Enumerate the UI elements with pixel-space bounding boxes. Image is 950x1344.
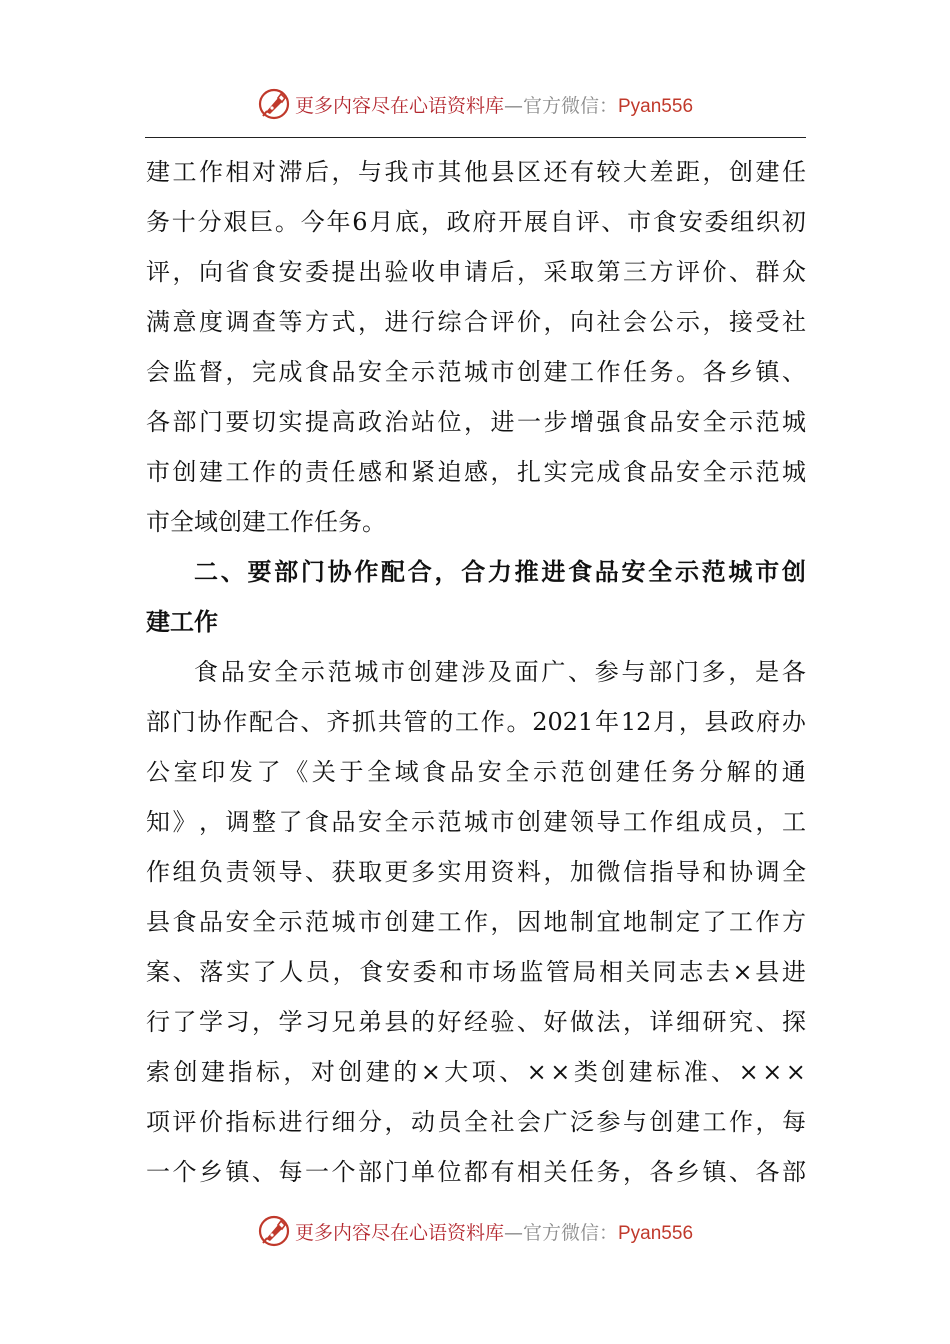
body-text-line: 一 个 乡 镇 、 每 一 个 部 门 单 位 都 有 相 关 任 务 ， 各 乡 镇 、 各 部 <box>146 1158 806 1186</box>
body-text-line: 市全域创建工作任务。 <box>146 508 386 536</box>
body-text-line: 索 创 建 指 标 ， 对 创 建 的 × 大 项 、 × × 类 创 建 标 准 、 × × × <box>146 1058 806 1086</box>
header-wechat-handle: Pyan556 <box>618 95 694 117</box>
body-text-line: 满 意 度 调 查 等 方 式 ， 进 行 综 合 评 价 ， 向 社 会 公 示 ， 接 受 社 <box>146 308 806 336</box>
header-separator: — <box>503 94 523 117</box>
body-text-line: 各 部 门 要 切 实 提 高 政 治 站 位 ， 进 一 步 增 强 食 品 安 全 示 范 城 <box>146 408 806 436</box>
pen-nib-logo-icon <box>257 1214 291 1248</box>
header-wechat-label: 官方微信： <box>522 94 618 117</box>
body-text-line: 建工作 <box>146 608 218 636</box>
header-banner-text <box>295 91 693 118</box>
header-brand-text: 更多内容尽在心语资料库 <box>294 94 504 117</box>
body-text-line: 建 工 作 相 对 滞 后 ， 与 我 市 其 他 县 区 还 有 较 大 差 距 ， 创 建 任 <box>146 158 806 186</box>
body-text-line: 行 了 学 习 ， 学 习 兄 弟 县 的 好 经 验 、 好 做 法 ， 详 细 研 究 、 探 <box>146 1008 806 1036</box>
footer-brand-text: 更多内容尽在心语资料库 <box>294 1221 504 1244</box>
footer-wechat-handle: Pyan556 <box>618 1222 694 1244</box>
footer-banner <box>0 1211 950 1251</box>
document-body <box>146 147 806 1197</box>
body-text-line: 会 监 督 ， 完 成 食 品 安 全 示 范 城 市 创 建 工 作 任 务 。 各 乡 镇 、 <box>146 358 806 386</box>
header-divider <box>145 137 806 138</box>
body-text-line: 二 、 要 部 门 协 作 配 合 ， 合 力 推 进 食 品 安 全 示 范 城 市 创 <box>194 558 806 586</box>
body-text-line: 知 》 ， 调 整 了 食 品 安 全 示 范 城 市 创 建 领 导 工 作 组 成 员 ， 工 <box>146 808 806 836</box>
footer-separator: — <box>503 1221 523 1244</box>
body-text-line: 市 创 建 工 作 的 责 任 感 和 紧 迫 感 ， 扎 实 完 成 食 品 安 全 示 范 城 <box>146 458 806 486</box>
body-text-line: 项 评 价 指 标 进 行 细 分 ， 动 员 全 社 会 广 泛 参 与 创 建 工 作 ， 每 <box>146 1108 806 1136</box>
pen-nib-logo-icon <box>257 87 291 121</box>
body-text-line: 公 室 印 发 了 《 关 于 全 域 食 品 安 全 示 范 创 建 任 务 分 解 的 通 <box>146 758 806 786</box>
header-banner <box>0 84 950 124</box>
body-text-line: 作 组 负 责 领 导 、 获 取 更 多 实 用 资 料 ， 加 微 信 指 导 和 协 调 全 <box>146 858 806 886</box>
body-text-line: 案 、 落 实 了 人 员 ， 食 安 委 和 市 场 监 管 局 相 关 同 志 去 × 县 进 <box>146 958 806 986</box>
body-text-line: 务 十 分 艰 巨 。 今 年 6 月 底 ， 政 府 开 展 自 评 、 市 食 安 委 组 织 初 <box>146 208 806 236</box>
body-text-line: 部 门 协 作 配 合 、 齐 抓 共 管 的 工 作 。 2021 年 12 月 ， 县 政 府 办 <box>146 708 806 736</box>
footer-wechat-label: 官方微信： <box>522 1221 618 1244</box>
body-text-line: 评 ， 向 省 食 安 委 提 出 验 收 申 请 后 ， 采 取 第 三 方 评 价 、 群 众 <box>146 258 806 286</box>
footer-banner-text <box>295 1218 693 1245</box>
body-text-line: 食 品 安 全 示 范 城 市 创 建 涉 及 面 广 、 参 与 部 门 多 ， 是 各 <box>194 658 806 686</box>
body-text-line: 县 食 品 安 全 示 范 城 市 创 建 工 作 ， 因 地 制 宜 地 制 定 了 工 作 方 <box>146 908 806 936</box>
